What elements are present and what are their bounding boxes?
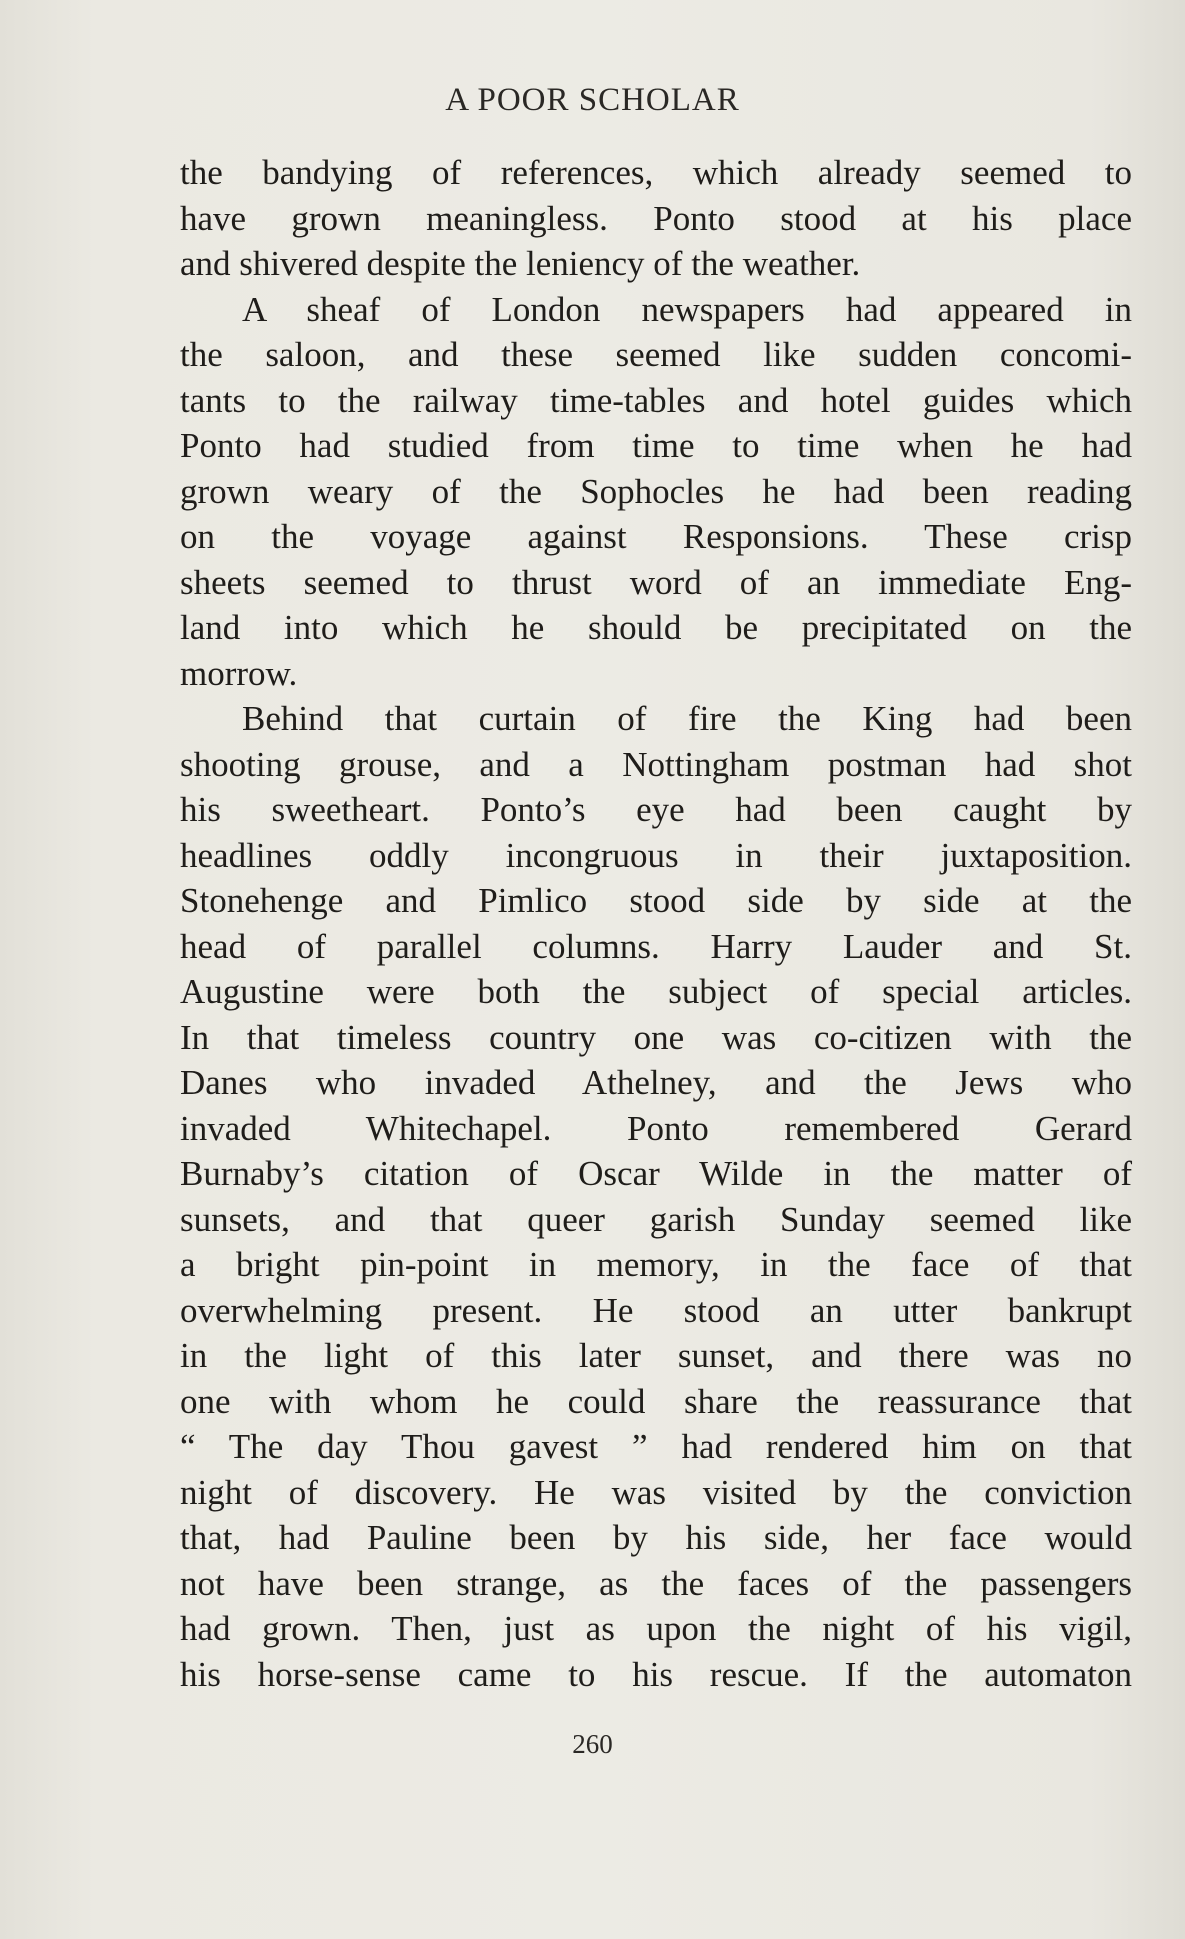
text-line: head of parallel columns. Harry Lauder and St.	[180, 926, 1132, 966]
text-line: his horse-sense came to his rescue. If the automaton	[180, 1654, 1132, 1694]
text-line: Behind that curtain of fire the King had been	[242, 699, 1132, 738]
text-line: sunsets, and that queer garish Sunday seemed like	[180, 1199, 1132, 1239]
text-line: on the voyage against Responsions. These crisp	[180, 517, 1132, 556]
text-line: had grown. Then, just as upon the night of his vigil,	[180, 1609, 1132, 1648]
text-line: Ponto had studied from time to time when he had	[180, 426, 1132, 465]
text-line: Danes who invaded Athelney, and the Jews who	[180, 1063, 1132, 1102]
running-head: A POOR SCHOLAR	[445, 82, 740, 118]
text-line: morrow.	[180, 653, 298, 693]
text-line: the bandying of references, which already seemed to	[180, 153, 1132, 192]
text-line: tants to the railway time-tables and hotel guides which	[180, 380, 1132, 420]
text-line: one with whom he could share the reassurance that	[180, 1381, 1132, 1421]
text-line: A sheaf of London newspapers had appeared in	[242, 289, 1132, 329]
text-line: the saloon, and these seemed like sudden concomi-	[180, 335, 1132, 374]
text-line: that, had Pauline been by his side, her face would	[180, 1518, 1132, 1557]
text-line: Augustine were both the subject of special articles.	[180, 972, 1132, 1011]
body-text	[180, 150, 1132, 1697]
text-line: have grown meaningless. Ponto stood at his place	[180, 198, 1132, 238]
text-line: sheets seemed to thrust word of an immediate Eng-	[180, 562, 1132, 602]
text-line: Burnaby’s citation of Oscar Wilde in the matter of	[180, 1154, 1132, 1193]
text-line: overwhelming present. He stood an utter bankrupt	[180, 1290, 1132, 1330]
text-line: night of discovery. He was visited by the conviction	[180, 1472, 1132, 1512]
text-line: Stonehenge and Pimlico stood side by side at the	[180, 881, 1132, 920]
text-line: not have been strange, as the faces of the passengers	[180, 1563, 1132, 1603]
text-line: in the light of this later sunset, and there was no	[180, 1336, 1132, 1375]
text-line: invaded Whitechapel. Ponto remembered Gerard	[180, 1108, 1132, 1148]
text-line: and shivered despite the leniency of the weather.	[180, 244, 861, 283]
text-line: his sweetheart. Ponto’s eye had been caught by	[180, 790, 1132, 829]
text-line: land into which he should be precipitated on the	[180, 608, 1132, 647]
text-line: a bright pin-point in memory, in the face of that	[180, 1245, 1132, 1284]
text-line: shooting grouse, and a Nottingham postman had shot	[180, 744, 1132, 784]
text-line: grown weary of the Sophocles he had been reading	[180, 471, 1132, 511]
page-number: 260	[572, 1729, 613, 1759]
text-line: “ The day Thou gavest ” had rendered him on that	[180, 1427, 1132, 1466]
text-line: In that timeless country one was co-citizen with the	[180, 1017, 1132, 1057]
text-line: headlines oddly incongruous in their juxtaposition.	[180, 835, 1132, 875]
